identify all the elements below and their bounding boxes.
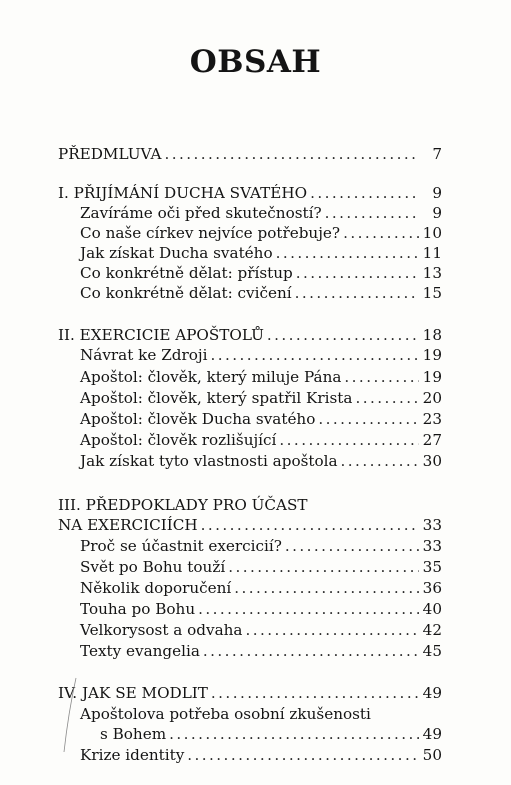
- toc-page-number: 18: [422, 326, 442, 344]
- toc-page-number: 49: [422, 684, 442, 702]
- toc-entry[interactable]: [80, 557, 442, 577]
- dot-leader: [187, 745, 419, 765]
- toc-entry[interactable]: [80, 536, 442, 556]
- toc-entry[interactable]: [100, 724, 442, 744]
- toc-entry[interactable]: [80, 223, 442, 243]
- toc-entry[interactable]: [80, 243, 442, 263]
- toc-page-number: 50: [422, 746, 442, 764]
- toc-entry-text: Několik doporučení: [80, 579, 232, 597]
- toc-entry[interactable]: [80, 451, 442, 471]
- dot-leader: [344, 367, 419, 387]
- toc-entry-text: Apoštol: člověk, který spatřil Krista: [80, 389, 353, 407]
- toc-page-number: 15: [422, 284, 442, 302]
- dot-leader: [343, 223, 419, 243]
- dot-leader: [318, 409, 419, 429]
- toc-entry[interactable]: [80, 388, 442, 408]
- toc-page-number: 35: [422, 558, 442, 576]
- toc-entry-text: Zavíráme oči před skutečností?: [80, 204, 322, 222]
- toc-entry-text: Velkorysost a odvaha: [80, 621, 243, 639]
- dot-leader: [228, 557, 419, 577]
- toc-entry-text: Apoštol: člověk rozlišující: [80, 431, 277, 449]
- toc-entry[interactable]: [80, 367, 442, 387]
- toc-page-number: 19: [422, 346, 442, 364]
- toc-entry[interactable]: [80, 430, 442, 450]
- toc-entry[interactable]: [80, 745, 442, 765]
- toc-entry[interactable]: [80, 345, 442, 365]
- toc-entry[interactable]: [80, 409, 442, 429]
- toc-entry-text: Apoštol: člověk Ducha svatého: [80, 410, 316, 428]
- dot-leader: [295, 283, 419, 303]
- toc-chapter-3[interactable]: [58, 515, 442, 535]
- dot-leader: [267, 325, 419, 345]
- toc-entry-preface[interactable]: [58, 144, 442, 164]
- dot-leader: [203, 641, 419, 661]
- toc-page-number: 40: [422, 600, 442, 618]
- dot-leader: [355, 388, 419, 408]
- toc-chapter-3-line-1[interactable]: III. PŘEDPOKLADY PRO ÚČAST: [58, 496, 308, 514]
- dot-leader: [169, 724, 419, 744]
- toc-page-number: 10: [422, 224, 442, 242]
- toc-entry-text: Co konkrétně dělat: cvičení: [80, 284, 292, 302]
- dot-leader: [279, 430, 419, 450]
- toc-entry-text: I. PŘIJÍMÁNÍ DUCHA SVATÉHO: [58, 184, 308, 202]
- toc-entry-text: Návrat ke Zdroji: [80, 346, 208, 364]
- dot-leader: [246, 620, 420, 640]
- dot-leader: [325, 203, 419, 223]
- toc-entry-text: Jak získat tyto vlastnosti apoštola: [80, 452, 338, 470]
- toc-entry[interactable]: [80, 578, 442, 598]
- dot-leader: [296, 263, 419, 283]
- toc-chapter-4[interactable]: [58, 683, 442, 703]
- toc-entry-text: IV. JAK SE MODLIT: [58, 684, 208, 702]
- toc-chapter-2[interactable]: [58, 325, 442, 345]
- toc-entry[interactable]: [80, 641, 442, 661]
- toc-entry-text: NA EXERCICIÍCH: [58, 516, 198, 534]
- toc-entry-text: Texty evangelia: [80, 642, 200, 660]
- dot-leader: [201, 515, 419, 535]
- toc-page-number: 36: [422, 579, 442, 597]
- toc-page-number: 33: [422, 537, 442, 555]
- toc-page-number: 30: [422, 452, 442, 470]
- toc-page-number: 23: [422, 410, 442, 428]
- pencil-mark: [60, 676, 80, 756]
- toc-page-number: 7: [432, 145, 442, 163]
- toc-page-number: 19: [422, 368, 442, 386]
- toc-entry[interactable]: [80, 263, 442, 283]
- toc-page-number: 49: [422, 725, 442, 743]
- toc-entry[interactable]: [80, 620, 442, 640]
- toc-entry-text: Proč se účastnit exercicií?: [80, 537, 282, 555]
- toc-entry-text: Svět po Bohu touží: [80, 558, 226, 576]
- toc-entry-text: Co naše církev nejvíce potřebuje?: [80, 224, 341, 242]
- toc-entry-text: II. EXERCICIE APOŠTOLŮ: [58, 326, 264, 344]
- dot-leader: [276, 243, 419, 263]
- page-title: OBSAH: [189, 44, 322, 80]
- toc-page-number: 9: [432, 204, 442, 222]
- toc-page-number: 27: [422, 431, 442, 449]
- toc-page-number: 9: [432, 184, 442, 202]
- toc-entry-text: Jak získat Ducha svatého: [80, 244, 273, 262]
- toc-entry-text: Apoštol: člověk, který miluje Pána: [80, 368, 342, 386]
- toc-entry[interactable]: [80, 283, 442, 303]
- toc-page-number: 11: [422, 244, 442, 262]
- toc-entry-text: PŘEDMLUVA: [58, 145, 162, 163]
- dot-leader: [234, 578, 419, 598]
- toc-entry[interactable]: [80, 599, 442, 619]
- toc-page-number: 33: [422, 516, 442, 534]
- dot-leader: [310, 183, 419, 203]
- toc-chapter-1[interactable]: [58, 183, 442, 203]
- toc-entry-text: Touha po Bohu: [80, 600, 196, 618]
- toc-entry[interactable]: [80, 203, 442, 223]
- toc-page-number: 20: [422, 389, 442, 407]
- toc-entry-text: Krize identity: [80, 746, 185, 764]
- toc-page-number: 42: [422, 621, 442, 639]
- toc-page-number: 45: [422, 642, 442, 660]
- dot-leader: [285, 536, 419, 556]
- toc-entry-text: Co konkrétně dělat: přístup: [80, 264, 293, 282]
- dot-leader: [198, 599, 419, 619]
- toc-entry-line-1[interactable]: Apoštolova potřeba osobní zkušenosti: [80, 705, 371, 723]
- dot-leader: [210, 345, 419, 365]
- dot-leader: [211, 683, 419, 703]
- toc-page-number: 13: [422, 264, 442, 282]
- dot-leader: [164, 144, 419, 164]
- dot-leader: [341, 451, 419, 471]
- toc-entry-text: s Bohem: [100, 725, 167, 743]
